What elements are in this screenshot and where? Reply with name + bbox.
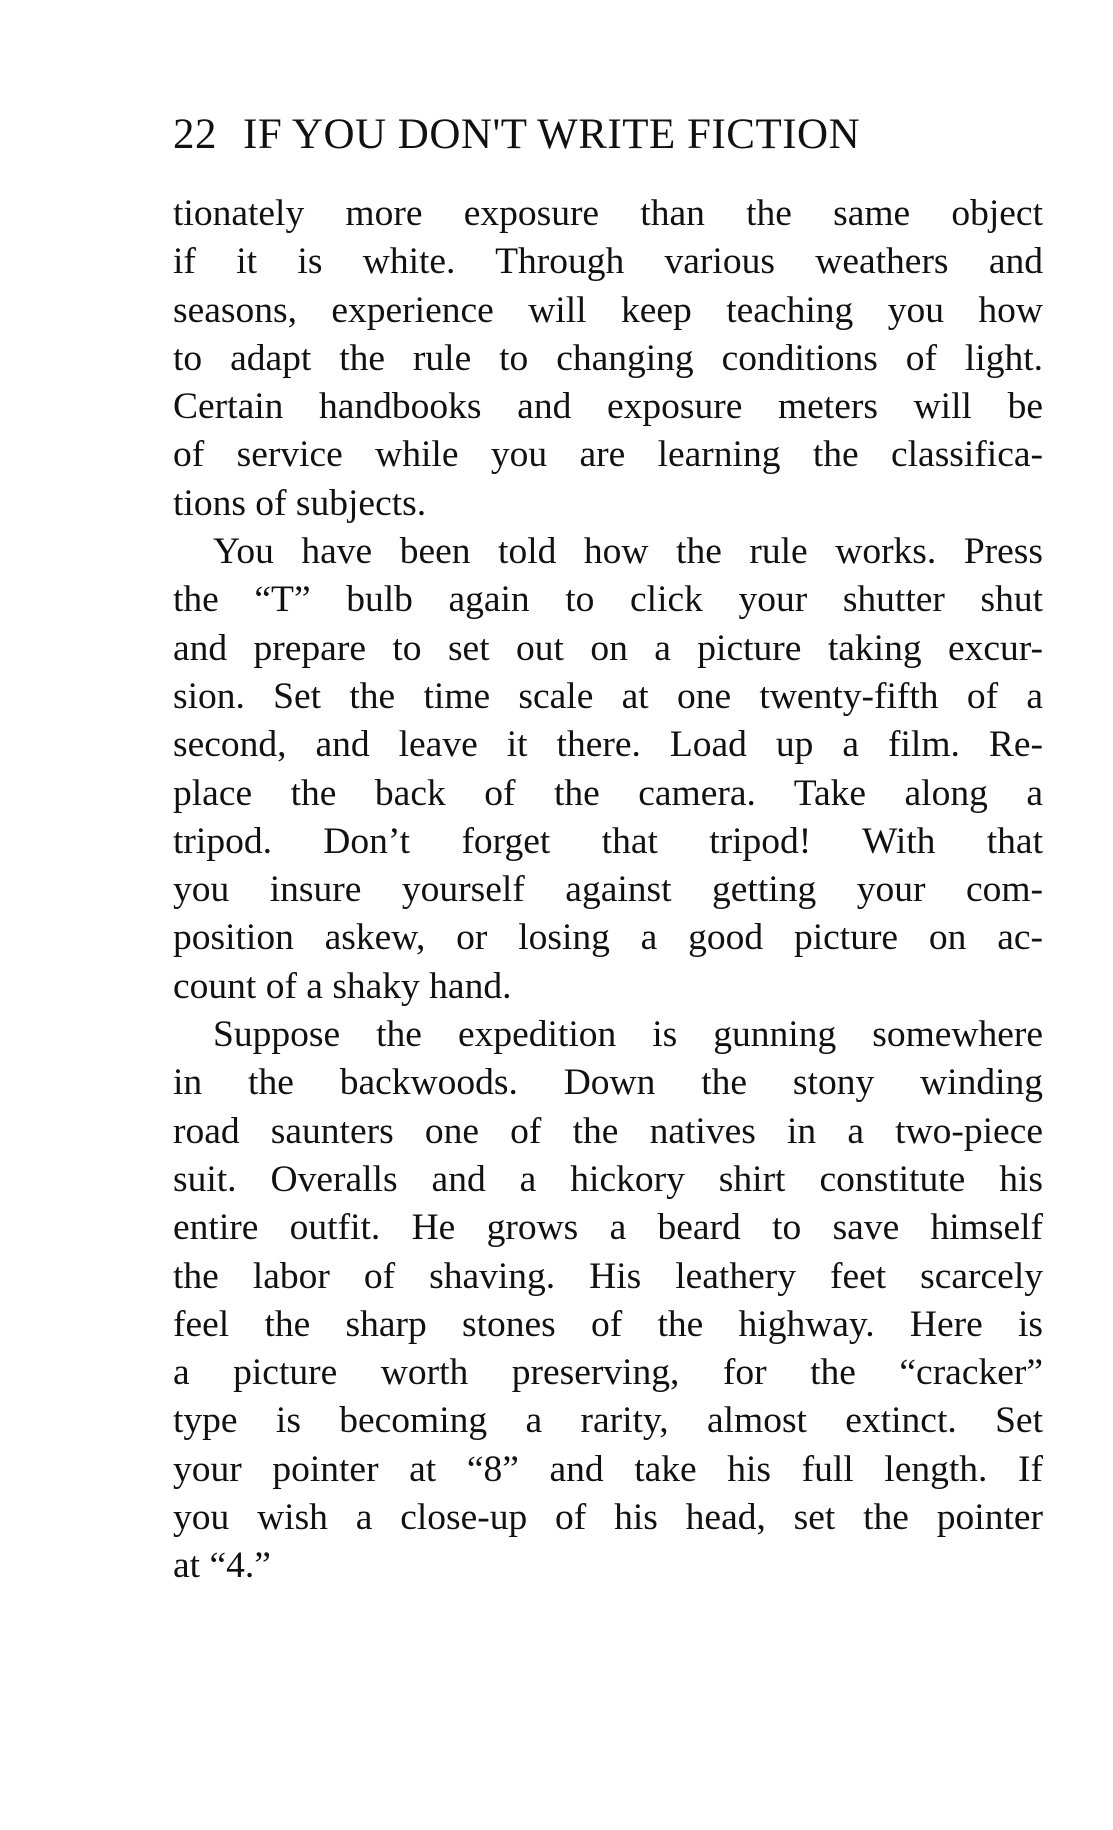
text-line: sion. Set the time scale at one twenty-fifth of a	[173, 675, 1043, 717]
text-line: type is becoming a rarity, almost extinct. Set	[173, 1400, 1043, 1442]
text-line: seasons, experience will keep teaching you how	[173, 289, 1043, 331]
text-line: your pointer at “8” and take his full length. If	[173, 1448, 1043, 1490]
text-line: feel the sharp stones of the highway. Here is	[173, 1303, 1043, 1345]
text-line: second, and leave it there. Load up a film. Re-	[173, 724, 1043, 766]
paragraph	[173, 190, 1043, 528]
text-line: in the backwoods. Down the stony winding	[173, 1062, 1043, 1104]
text-line: a picture worth preserving, for the “cracker”	[173, 1352, 1043, 1394]
text-line: the labor of shaving. His leathery feet scarcely	[173, 1255, 1043, 1297]
paragraph	[173, 1011, 1043, 1591]
text-line: Certain handbooks and exposure meters will be	[173, 386, 1043, 428]
text-line: count of a shaky hand.	[173, 965, 512, 1007]
text-line: road saunters one of the natives in a two-piece	[173, 1110, 1043, 1152]
text-line: you wish a close-up of his head, set the pointer	[173, 1497, 1043, 1539]
text-line: at “4.”	[173, 1545, 271, 1587]
text-line: the “T” bulb again to click your shutter shut	[173, 579, 1043, 621]
text-line: You have been told how the rule works. Press	[213, 531, 1043, 573]
paragraph	[173, 528, 1043, 1011]
text-line: Suppose the expedition is gunning somewhere	[213, 1014, 1043, 1056]
text-line: of service while you are learning the classifica-	[173, 434, 1043, 476]
body-text	[173, 190, 1043, 1591]
text-line: you insure yourself against getting your com-	[173, 869, 1043, 911]
text-line: place the back of the camera. Take along a	[173, 772, 1043, 814]
book-page	[173, 110, 1043, 1591]
text-line: if it is white. Through various weathers and	[173, 241, 1043, 283]
running-title: IF YOU DON'T WRITE FICTION	[243, 111, 861, 158]
page-number: 22	[173, 111, 217, 158]
text-line: tripod. Don’t forget that tripod! With that	[173, 820, 1043, 862]
text-line: suit. Overalls and a hickory shirt constitute his	[173, 1158, 1043, 1200]
text-line: tions of subjects.	[173, 482, 427, 524]
running-head	[173, 110, 1043, 172]
text-line: position askew, or losing a good picture on ac-	[173, 917, 1043, 959]
text-line: to adapt the rule to changing conditions of light.	[173, 337, 1043, 379]
text-line: tionately more exposure than the same object	[173, 193, 1043, 234]
text-line: entire outfit. He grows a beard to save himself	[173, 1207, 1043, 1249]
text-line: and prepare to set out on a picture taking excur-	[173, 627, 1043, 669]
